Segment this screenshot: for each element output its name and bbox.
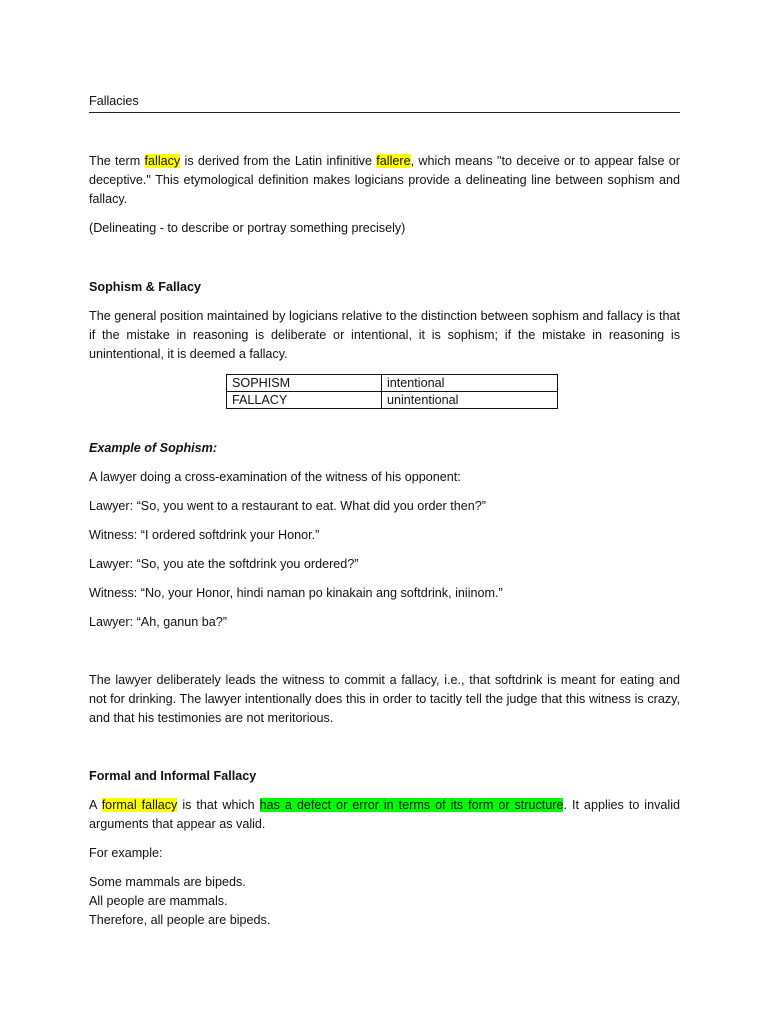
intro-text-before: The term	[89, 154, 145, 168]
for-example-label: For example:	[89, 846, 163, 860]
table-cell: SOPHISM	[227, 375, 382, 392]
table-cell: FALLACY	[227, 392, 382, 409]
highlight-fallere: fallere	[376, 154, 411, 168]
table-cell: intentional	[382, 375, 558, 392]
formal-heading: Formal and Informal Fallacy	[89, 769, 257, 783]
document-title: Fallacies	[89, 94, 139, 108]
explanation-paragraph: The lawyer deliberately leads the witness to commit a fallacy, i.e., that softdrink is meant for eating and not for drinking. The lawyer intentionally does this in order to tacitly tell the judge that this witness is crazy, and that his testimonies are not meritorious.	[89, 673, 680, 725]
formal-paragraph	[89, 796, 680, 834]
dialogue-line: Witness: “I ordered softdrink your Honor.”	[89, 528, 320, 542]
example-heading: Example of Sophism:	[89, 441, 218, 455]
highlight-defect: has a defect or error in terms of its form or structure	[259, 798, 564, 812]
sophism-heading: Sophism & Fallacy	[89, 280, 201, 294]
intro-text-mid: is derived from the Latin infinitive	[180, 154, 377, 168]
intro-text-after: , which means "to deceive or to appear false or deceptive." This etymological definition makes logicians provide a delineating line between sophism and fallacy.	[89, 154, 680, 206]
syllogism-line: All people are mammals.	[89, 894, 228, 908]
syllogism-line: Some mammals are bipeds.	[89, 875, 246, 889]
syllogism-line: Therefore, all people are bipeds.	[89, 913, 271, 927]
dialogue-line: Lawyer: “So, you went to a restaurant to eat. What did you order then?”	[89, 499, 486, 513]
formal-text-before: A	[89, 798, 102, 812]
header-divider	[89, 112, 680, 113]
highlight-fallacy: fallacy	[144, 154, 181, 168]
syllogism-block	[89, 873, 680, 930]
table-row	[227, 375, 558, 392]
delineating-note: (Delineating - to describe or portray something precisely)	[89, 221, 406, 235]
example-intro: A lawyer doing a cross-examination of the witness of his opponent:	[89, 470, 461, 484]
dialogue-line: Lawyer: “Ah, ganun ba?”	[89, 615, 227, 629]
formal-text-after: . It applies to invalid arguments that appear as valid.	[89, 798, 681, 831]
highlight-formal-fallacy: formal fallacy	[101, 798, 178, 812]
table-row	[227, 392, 558, 409]
dialogue-line: Lawyer: “So, you ate the softdrink you ordered?”	[89, 557, 359, 571]
formal-text-mid: is that which	[177, 798, 260, 812]
table-cell: unintentional	[382, 392, 558, 409]
document-page	[89, 0, 680, 1024]
sophism-paragraph: The general position maintained by logicians relative to the distinction between sophism and fallacy is that if the mistake in reasoning is deliberate or intentional, it is sophism; if the mistake in reasoning is unintentional, it is deemed a fallacy.	[89, 309, 680, 361]
sophism-fallacy-table	[226, 374, 558, 409]
intro-paragraph	[89, 152, 680, 209]
dialogue-line: Witness: “No, your Honor, hindi naman po kinakain ang softdrink, iniinom.”	[89, 586, 503, 600]
